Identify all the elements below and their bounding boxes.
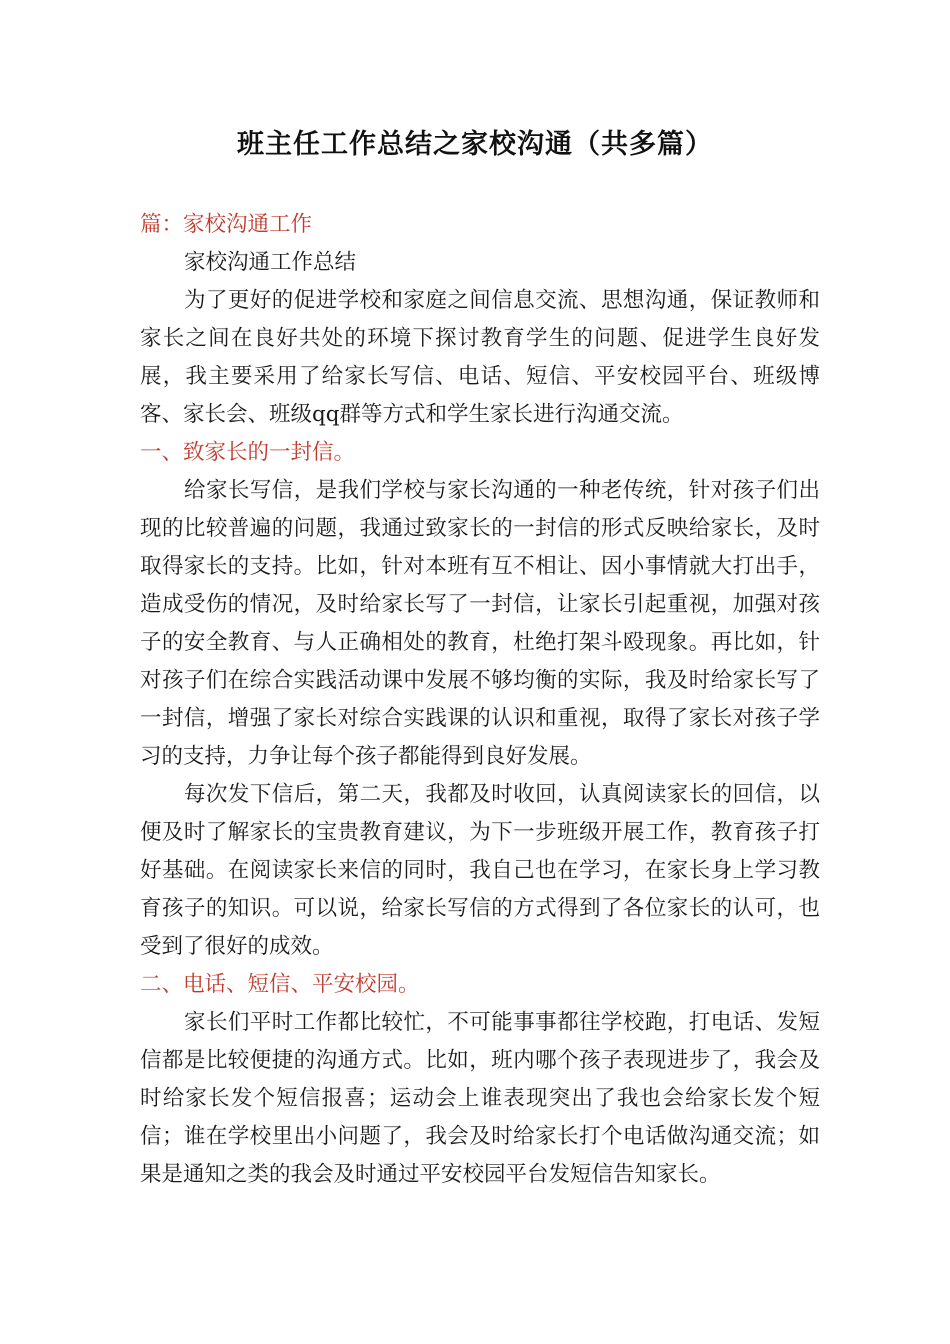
- document-body: [140, 206, 820, 1194]
- section-heading: 篇：家校沟通工作: [140, 212, 313, 237]
- section-subtitle: 家校沟通工作总结: [184, 250, 357, 275]
- intro-paragraph: 为了更好的促进学校和家庭之间信息交流、思想沟通，保证教师和家长之间在良好共处的环境下探讨教育学生的问题、促进学生良好发展，我主要采用了给家长写信、电话、短信、平安校园平台、班级博客、家长会、班级qq群等方式和学生家长进行沟通交流。: [140, 288, 820, 427]
- part2-heading: 二、电话、短信、平安校园。: [140, 972, 420, 997]
- part1-paragraph-2: 每次发下信后，第二天，我都及时收回，认真阅读家长的回信，以便及时了解家长的宝贵教育建议，为下一步班级开展工作，教育孩子打好基础。在阅读家长来信的同时，我自己也在学习，在家长身上学习教育孩子的知识。可以说，给家长写信的方式得到了各位家长的认可，也受到了很好的成效。: [140, 782, 820, 959]
- document-title: 班主任工作总结之家校沟通（共多篇）: [237, 129, 713, 160]
- part1-heading: 一、致家长的一封信。: [140, 440, 356, 465]
- part2-paragraph-1: 家长们平时工作都比较忙，不可能事事都往学校跑，打电话、发短信都是比较便捷的沟通方式。比如，班内哪个孩子表现进步了，我会及时给家长发个短信报喜；运动会上谁表现突出了我也会给家长发个短信；谁在学校里出小问题了，我会及时给家长打个电话做沟通交流；如果是通知之类的我会及时通过平安校园平台发短信告知家长。: [140, 1010, 820, 1187]
- part1-paragraph-1: 给家长写信，是我们学校与家长沟通的一种老传统，针对孩子们出现的比较普遍的问题，我通过致家长的一封信的形式反映给家长，及时取得家长的支持。比如，针对本班有互不相让、因小事情就大打出手，造成受伤的情况，及时给家长写了一封信，让家长引起重视，加强对孩子的安全教育、与人正确相处的教育，杜绝打架斗殴现象。再比如，针对孩子们在综合实践活动课中发展不够均衡的实际，我及时给家长写了一封信，增强了家长对综合实践课的认识和重视，取得了家长对孩子学习的支持，力争让每个孩子都能得到良好发展。: [140, 478, 820, 769]
